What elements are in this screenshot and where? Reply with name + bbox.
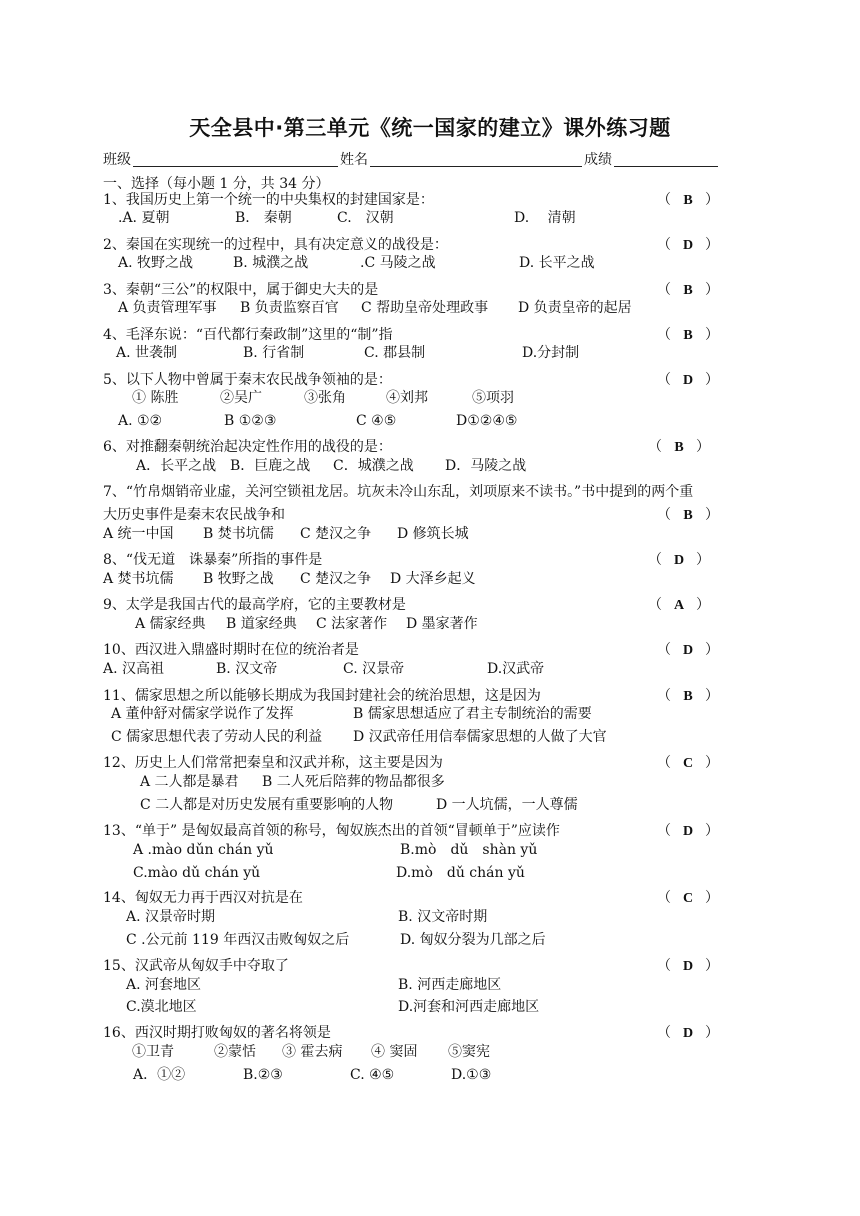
answer-option: D①②④⑤ — [456, 413, 518, 429]
answer-option: ②蒙恬 — [214, 1044, 256, 1060]
answer-option: C. 汉景帝 — [343, 661, 405, 677]
answer-option: D．马陵之战 — [445, 458, 527, 474]
question-stem: 16、西汉时期打败匈奴的著名将领是 — [103, 1025, 331, 1041]
answer-option: ⑤项羽 — [472, 390, 514, 406]
answer-option: .A. 夏朝 — [118, 210, 170, 226]
answer-option: C 楚汉之争 — [300, 526, 372, 542]
answer-option: D 墨家著作 — [406, 616, 478, 632]
answer-option: C .公元前 119 年西汉击败匈奴之后 — [126, 932, 350, 948]
answer-option: B ①②③ — [224, 413, 277, 429]
answer-option: C 楚汉之争 — [300, 571, 372, 587]
question-stem: 1、我国历史上第一个统一的中央集权的封建国家是： — [103, 192, 434, 208]
answer-bracket: （ D ） — [657, 1023, 717, 1044]
answer-option: C 帮助皇帝处理政事 — [361, 300, 489, 316]
answer-option: ③ 霍去病 — [282, 1044, 343, 1060]
question-stem: 11、儒家思想之所以能够长期成为我国封建社会的统治思想，这是因为 — [103, 688, 541, 704]
question-stem: 5、以下人物中曾属于秦末农民战争领袖的是： — [103, 372, 392, 388]
page-title: 天全县中·第三单元《统一国家的建立》课外练习题 — [189, 116, 671, 140]
answer-bracket: （ D ） — [657, 821, 717, 842]
answer-option: ④刘邦 — [386, 390, 428, 406]
answer-value: D — [682, 1026, 694, 1041]
answer-option: C.漠北地区 — [126, 999, 197, 1015]
answer-value: B — [683, 283, 693, 298]
answer-bracket: （ D ） — [657, 370, 717, 391]
answer-option: A．①② — [133, 1067, 186, 1083]
answer-value: C — [682, 756, 694, 771]
answer-option: D. 清朝 — [514, 210, 576, 226]
answer-value: A — [673, 598, 685, 613]
answer-bracket: （ B ） — [648, 437, 708, 458]
name-label: 姓名 — [340, 152, 368, 168]
question-stem: 13、“单于” 是匈奴最高首领的称号，匈奴族杰出的首领“冒顿单于”应读作 — [103, 823, 560, 839]
answer-option: B 二人死后陪葬的物品都很多 — [262, 774, 445, 790]
answer-option: A 儒家经典 — [135, 616, 206, 632]
answer-option: D.①③ — [451, 1067, 492, 1083]
answer-bracket: （ B ） — [657, 505, 717, 526]
answer-option: B. 汉文帝时期 — [398, 909, 488, 925]
answer-option: D. 长平之战 — [519, 255, 595, 271]
answer-option: B. 秦朝 — [235, 210, 292, 226]
question-stem: 4、毛泽东说：“百代都行秦政制”这里的“制”指 — [103, 327, 393, 343]
question-stem: 6、对推翻秦朝统治起决定性作用的战役的是： — [103, 439, 392, 455]
question-stem: 10、西汉进入鼎盛时期时在位的统治者是 — [103, 642, 359, 658]
answer-option: D 修筑长城 — [397, 526, 469, 542]
answer-option: C ④⑤ — [356, 413, 397, 429]
answer-option: A 负责管理军事 — [118, 300, 217, 316]
answer-option: D.河套和河西走廊地区 — [398, 999, 540, 1015]
answer-option: ②吴广 — [220, 390, 262, 406]
answer-value: B — [683, 508, 693, 523]
answer-value: B — [683, 689, 693, 704]
answer-value: D — [682, 959, 694, 974]
answer-option: A. 世袭制 — [116, 345, 178, 361]
question-stem: 8、“伐无道 诛暴秦”所指的事件是 — [103, 552, 323, 568]
question-stem: 7、“竹帛烟销帝业虚，关河空锁祖龙居。坑灰未冷山东乱，刘项原来不读书。”书中提到的两个重 — [103, 484, 694, 500]
answer-option: D 一人坑儒，一人尊儒 — [436, 797, 578, 813]
section-heading: 一、选择（每小题 1 分，共 34 分） — [103, 176, 330, 192]
answer-option: A .mào dǔn chán yǔ — [133, 842, 274, 858]
question-stem: 3、秦朝“三公”的权限中，属于御史大夫的是 — [103, 282, 379, 298]
answer-bracket: （ C ） — [657, 888, 717, 909]
answer-option: A 焚书坑儒 — [103, 571, 174, 587]
answer-option: D. 匈奴分裂为几部之后 — [400, 932, 546, 948]
class-label: 班级 — [103, 152, 131, 168]
answer-option: ③张角 — [304, 390, 346, 406]
answer-option: A. 汉景帝时期 — [126, 909, 216, 925]
answer-option: A. 河套地区 — [126, 977, 202, 993]
answer-option: A 统一中国 — [103, 526, 174, 542]
answer-option: B 儒家思想适应了君主专制统治的需要 — [353, 706, 592, 722]
answer-option: C.mào dǔ chán yǔ — [133, 865, 261, 881]
answer-option: B 道家经典 — [226, 616, 297, 632]
answer-option: A. 汉高祖 — [103, 661, 165, 677]
answer-value: D — [682, 238, 694, 253]
answer-option: B.②③ — [243, 1067, 283, 1083]
question-stem: 2、秦国在实现统一的过程中，具有决定意义的战役是： — [103, 237, 448, 253]
answer-bracket: （ B ） — [657, 190, 717, 211]
answer-option: A. 牧野之战 — [118, 255, 194, 271]
answer-option: A. ①② — [118, 413, 163, 429]
answer-value: D — [682, 373, 694, 388]
answer-value: D — [673, 553, 685, 568]
answer-option: ① 陈胜 — [132, 390, 179, 406]
score-blank[interactable] — [614, 166, 718, 167]
answer-option: B.mò dǔ shàn yǔ — [400, 842, 538, 858]
answer-bracket: （ B ） — [657, 280, 717, 301]
question-stem: 15、汉武帝从匈奴手中夺取了 — [103, 958, 289, 974]
answer-bracket: （ D ） — [657, 235, 717, 256]
answer-value: B — [674, 440, 684, 455]
answer-option: B. 城濮之战 — [233, 255, 309, 271]
answer-option: ①卫青 — [132, 1044, 174, 1060]
answer-option: B 牧野之战 — [203, 571, 274, 587]
name-blank[interactable] — [370, 166, 582, 167]
answer-option: A 董仲舒对儒家学说作了发挥 — [111, 706, 294, 722]
answer-value: C — [682, 891, 694, 906]
answer-option: D 大泽乡起义 — [390, 571, 476, 587]
answer-option: ④ 窦固 — [371, 1044, 418, 1060]
answer-option: C 法家著作 — [316, 616, 388, 632]
answer-bracket: （ D ） — [657, 640, 717, 661]
answer-option: A．长平之战 — [136, 458, 217, 474]
answer-option: .C 马陵之战 — [360, 255, 436, 271]
question-stem-continued: 大历史事件是秦末农民战争和 — [103, 507, 285, 523]
score-label: 成绩 — [584, 152, 612, 168]
answer-option: ⑤窦宪 — [448, 1044, 490, 1060]
answer-value: D — [682, 643, 694, 658]
answer-value: D — [682, 824, 694, 839]
class-blank[interactable] — [133, 166, 338, 167]
answer-option: C．城濮之战 — [333, 458, 414, 474]
answer-option: B. 汉文帝 — [216, 661, 278, 677]
answer-option: A 二人都是暴君 — [140, 774, 239, 790]
answer-option: D 负责皇帝的起居 — [518, 300, 632, 316]
answer-bracket: （ D ） — [648, 550, 708, 571]
answer-option: C. ④⑤ — [350, 1067, 395, 1083]
answer-bracket: （ A ） — [648, 595, 708, 616]
question-stem: 12、历史上人们常常把秦皇和汉武并称，这主要是因为 — [103, 755, 443, 771]
answer-option: D 汉武帝任用信奉儒家思想的人做了大官 — [353, 729, 607, 745]
answer-option: D.分封制 — [522, 345, 580, 361]
answer-bracket: （ C ） — [657, 753, 717, 774]
answer-option: B. 行省制 — [243, 345, 305, 361]
answer-option: B 负责监察百官 — [240, 300, 339, 316]
answer-option: B．巨鹿之战 — [230, 458, 311, 474]
answer-value: B — [683, 193, 693, 208]
answer-option: C 儒家思想代表了劳动人民的利益 — [111, 729, 323, 745]
answer-option: C 二人都是对历史发展有重要影响的人物 — [140, 797, 394, 813]
answer-bracket: （ B ） — [657, 686, 717, 707]
answer-bracket: （ B ） — [657, 325, 717, 346]
answer-option: B 焚书坑儒 — [203, 526, 274, 542]
question-stem: 14、匈奴无力再于西汉对抗是在 — [103, 890, 303, 906]
answer-option: C. 郡县制 — [364, 345, 426, 361]
answer-bracket: （ D ） — [657, 956, 717, 977]
answer-option: C. 汉朝 — [337, 210, 394, 226]
question-stem: 9、太学是我国古代的最高学府，它的主要教材是 — [103, 597, 406, 613]
answer-value: B — [683, 328, 693, 343]
answer-option: D.汉武帝 — [487, 661, 545, 677]
answer-option: B. 河西走廊地区 — [398, 977, 502, 993]
answer-option: D.mò dǔ chán yǔ — [396, 865, 525, 881]
